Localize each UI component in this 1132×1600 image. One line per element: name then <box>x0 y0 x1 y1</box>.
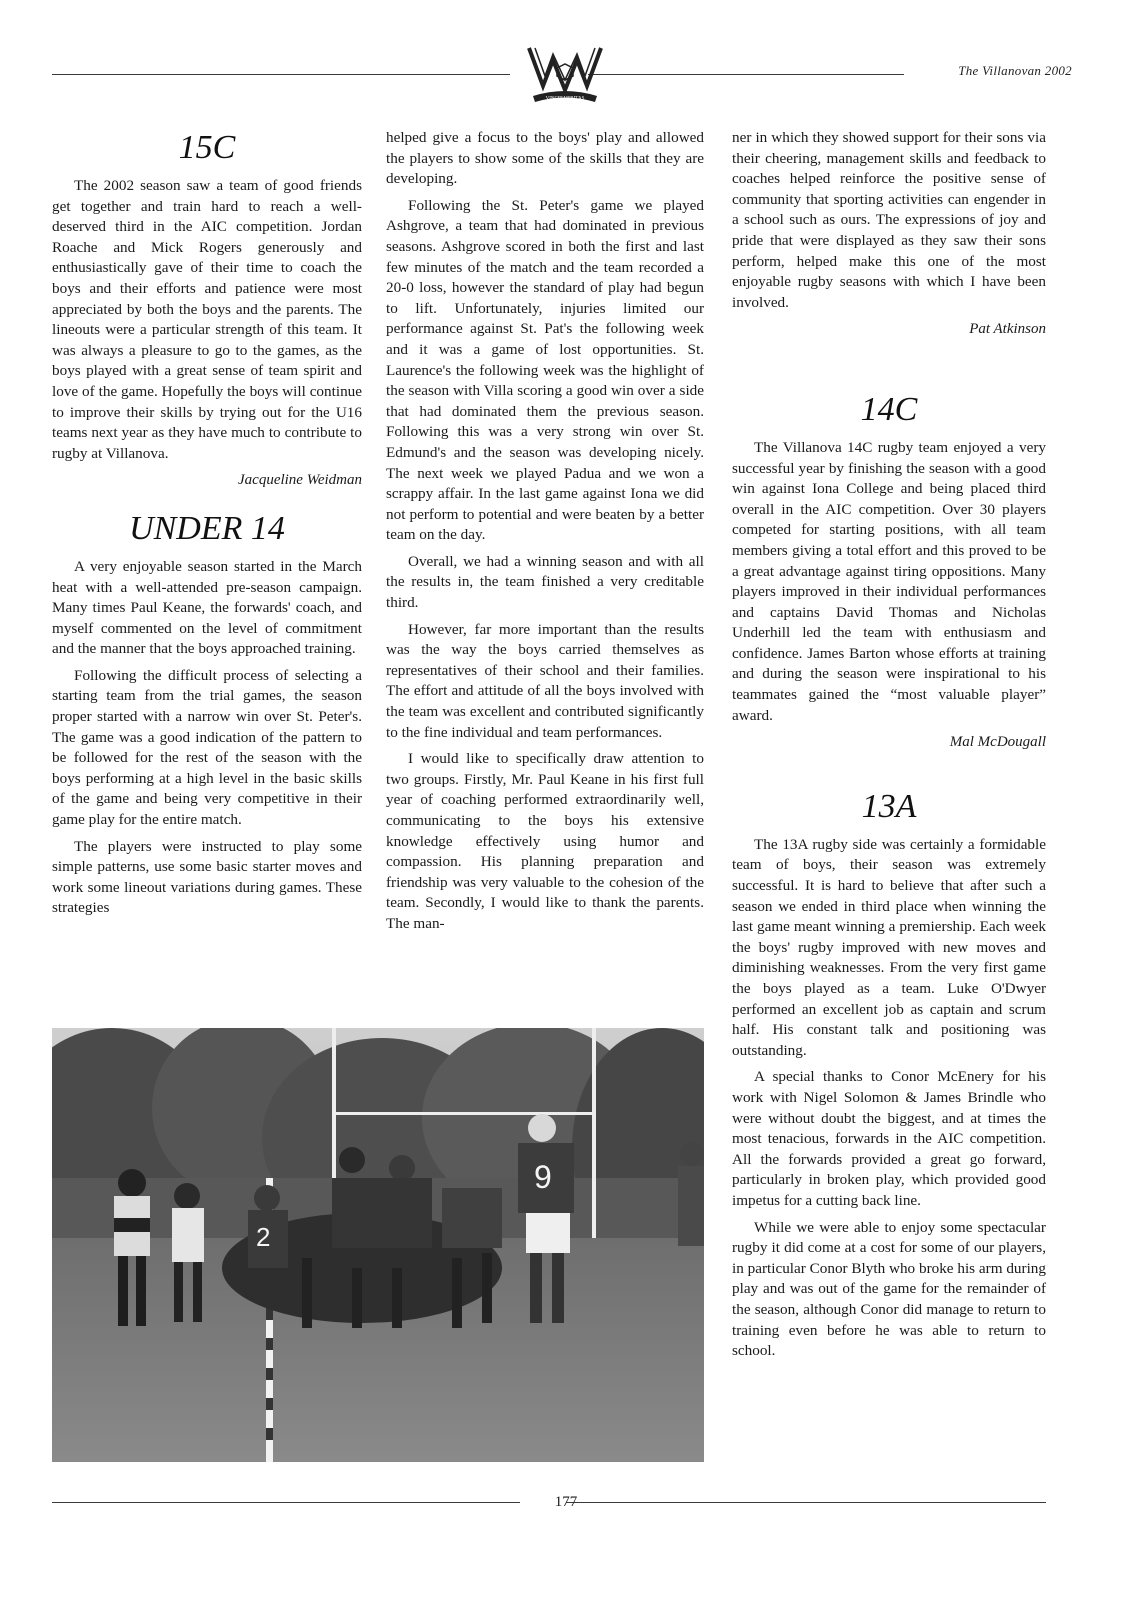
section-heading-13a: 13A <box>861 787 917 825</box>
author-14c: Mal McDougall <box>949 734 1046 751</box>
paragraph-13a-3: While we were able to enjoy some spectacular rugby it did come at a cost for some of our players, in particular Conor Blyth who broke his arm during play and was out of the game for the remainder of the season, although Conor did manage to return to training even before he was able to return to school. <box>732 1218 1046 1360</box>
header-rule-left <box>52 74 510 75</box>
page-number: 177 <box>554 1494 578 1510</box>
header-rule-right <box>588 74 904 75</box>
column-right <box>732 128 1046 1368</box>
paragraph-under14-9: ner in which they showed support for their sons via their cheering, management skills and feedback to coaches helped reinforce the positive sense of community that sporting activities can engender in a school such as ours. The expressions of joy and pride that were displayed as they saw their sons perform, helped make this one of the most enjoyable rugby seasons with which I have been involved. <box>732 129 1046 311</box>
paragraph-13a-1: The 13A rugby side was certainly a formidable team of boys, their season was extremely successful. It is hard to believe that after such a season we ended in third place when winning the last game meant winning a premiership. Each week the boys' rugby improved with new moves and diminishing weaknesses. From the very first game the boys played as a team. Luke O'Dwyer performed an excellent job as captain and scrum half. His constant talk and positioning was outstanding. <box>732 835 1046 1059</box>
publication-title: The Villanovan 2002 <box>958 63 1072 78</box>
paragraph-13a-2: A special thanks to Conor McEnery for his work with Nigel Solomon & James Brindle who were without doubt the biggest, and at times the most tenacious, forwards in the AIC competition. All the forwards provided a great go forward, particularly in broken play, which provided good impetus for a cutting back line. <box>732 1068 1046 1209</box>
paragraph-under14-8: I would like to specifically draw attention to two groups. Firstly, Mr. Paul Keane in his first full year of coaching performed extraordinarily well, communicating to the boys his extensive knowledge effectively using humor and compassion. His planning preparation and friendship was very valuable to the cohesion of the team. Secondly, I would like to thank the parents. The man- <box>386 750 704 932</box>
paragraph-under14-1: A very enjoyable season started in the March heat with a well-attended pre-season campaign. Many times Paul Keane, the forwards' coach, and myself commented on the level of commitment and the manner that the boys approached training. <box>52 557 362 658</box>
section-heading-15c: 15C <box>178 129 236 166</box>
jersey-number-2: 2 <box>256 1222 271 1252</box>
column-left <box>52 128 362 925</box>
paragraph-under14-6: Overall, we had a winning season and with all the results in, the team finished a very creditable third. <box>386 552 704 612</box>
column-middle <box>386 128 704 941</box>
jersey-number-9: 9 <box>534 1159 552 1195</box>
section-heading-under14: UNDER 14 <box>129 509 285 547</box>
logo-motto: VINCIT VERITAS <box>545 96 585 102</box>
paragraph-under14-2: Following the difficult process of selecting a starting team from the trial games, the season proper started with a narrow win over St. Peter's. The game was a good indication of the pattern to be followed for the rest of the season with the boys performing at a high level in the basic skills of the game and being very competitive in their game play for the entire match. <box>52 666 362 829</box>
paragraph-under14-5: Following the St. Peter's game we played Ashgrove, a team that had dominated in previous seasons. Ashgrove scored in both the first and last few minutes of the match and the team recorded a 20-0 loss, however the standard of play had begun to lift. Unfortunately, injuries limited our performance against St. Pat's the following week and it was a game of lost opportunities. St. Laurence's the following week was the highlight of the season with Villa scoring a good win over a side that had dominated them the previous season. Following this was a very strong win over St. Edmund's and the season was developing nicely. The next week we played Padua and we won a scrappy affair. In the last game against Iona we did not perform to potential and were beaten by a better team on the day. <box>386 196 704 544</box>
section-heading-14c: 14C <box>860 390 918 428</box>
author-under14: Pat Atkinson <box>969 321 1046 338</box>
rugby-match-photo <box>52 1028 704 1462</box>
paragraph-14c: The Villanova 14C rugby team enjoyed a very successful year by finishing the season with a good win against Iona College and being placed third overall in the AIC competition. Over 30 players competed for starting positions, with all team members giving a total effort and this proved to be a great advantage against tiring oppositions. Many players improved in their individual performances and captains David Thomas and Nicholas Underhill led the team with enthusiasm and confidence. James Barton whose efforts at training and during the season were inspirational to his teammates gained the “most valuable player” award. <box>732 438 1046 724</box>
school-crest-logo <box>525 40 605 106</box>
paragraph-under14-7: However, far more important than the results was the way the boys carried themselves as representatives of their school and their families. The effort and attitude of all the boys involved with the team was excellent and contributed significantly to the fine individual and team performances. <box>386 620 704 741</box>
author-15c: Jacqueline Weidman <box>238 472 362 489</box>
paragraph-15c: The 2002 season saw a team of good friends get together and train hard to reach a well-deserved third in the AIC competition. Jordan Roache and Mick Rogers generously and enthusiastically gave of their time to coach the boys and their efforts and patience were most appreciated by both the boys and the parents. The lineouts were a particular strength of this team. It was always a pleasure to go to the games, as the boys played with a great sense of team spirit and love of the game. Hopefully the boys will continue to improve their skills by trying out for the U16 teams next year as they have much to contribute to rugby at Villanova. <box>52 177 362 462</box>
paragraph-under14-3: The players were instructed to play some simple patterns, use some basic starter moves and work some lineout variations during games. These strategies <box>52 837 362 917</box>
paragraph-under14-4: helped give a focus to the boys' play and allowed the players to show some of the skills that they are developing. <box>386 129 704 188</box>
